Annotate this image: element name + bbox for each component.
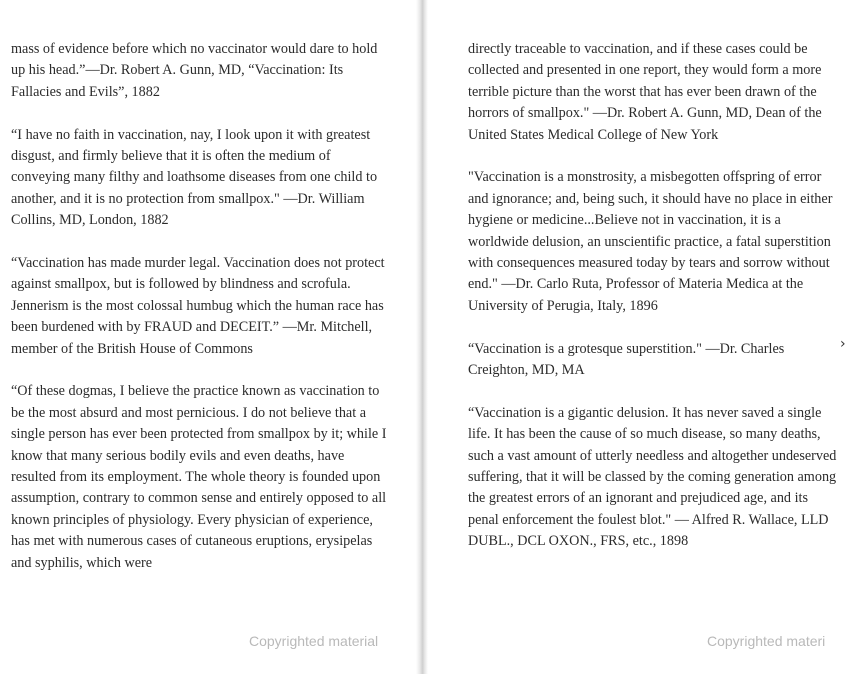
right-paragraph-4: “Vaccination is a gigantic delusion. It has never saved a single life. It has been the cause of so much disease, so many deaths, such a vast amount of utterly needless and altogether undeserved suffering, that it will be classed by the coming generation among the greatest errors of an ignorant and prejudiced age, and its penal enforcement the foulest blot." — Alfred R. Wallace, LLD DUBL., DCL OXON., FRS, etc., 1898 [468,404,837,550]
right-paragraph-2: "Vaccination is a monstrosity, a misbegotten offspring of error and ignorance; and, being such, it should have no place in either hygiene or medicine...Believe not in vaccination, it is a worldwide delusion, an unscientific practice, a fatal superstition with consequences measured today by tears and sorrow without end." —Dr. Carlo Ruta, Professor of Materia Medica at the University of Perugia, Italy, 1896 [468,169,833,314]
next-page-chevron-icon[interactable]: › [840,336,846,352]
book-gutter [416,0,428,674]
right-page-text [468,39,840,574]
left-paragraph-3: “Vaccination has made murder legal. Vaccination does not protect against smallpox, but is followed by blindness and scrofula. Jennerism is the most colossal humbug which the human race has been burdened with by FRAUD and DECEIT.” —Mr. Mitchell, member of the British House of Commons [11,255,385,357]
left-page-text [11,39,387,596]
left-paragraph-1: mass of evidence before which no vaccinator would dare to hold up his head.”—Dr. Robert A. Gunn, MD, “Vaccination: Its Fallacies and Evils”, 1882 [11,41,378,100]
right-paragraph-1: directly traceable to vaccination, and if these cases could be collected and presented in one report, they would form a more terrible picture than the worst that has ever been drawn of the horrors of smallpox." —Dr. Robert A. Gunn, MD, Dean of the United States Medical College of New York [468,41,822,143]
right-page [428,0,847,674]
left-copyright-watermark: Copyrighted material [249,633,379,649]
left-page [0,0,416,674]
right-paragraph-3: “Vaccination is a grotesque superstition." —Dr. Charles Creighton, MD, MA [468,340,785,379]
left-paragraph-2: “I have no faith in vaccination, nay, I look upon it with greatest disgust, and firmly believe that it is often the medium of conveying many filthy and loathsome diseases from one child to another, and it is no protection from smallpox." —Dr. William Collins, MD, London, 1882 [11,126,378,229]
left-paragraph-4: “Of these dogmas, I believe the practice known as vaccination to be the most absurd and most pernicious. I do not believe that a single person has ever been protected from smallpox by it; while I know that many serious bodily evils and even deaths, have resulted from its employment. The whole theory is founded upon assumption, contrary to common sense and entirely opposed to all known principles of physiology. Every physician of experience, has met with numerous cases of cutaneous eruptions, erysipelas and syphilis, which were [11,383,387,571]
right-copyright-watermark: Copyrighted materi [707,633,826,649]
